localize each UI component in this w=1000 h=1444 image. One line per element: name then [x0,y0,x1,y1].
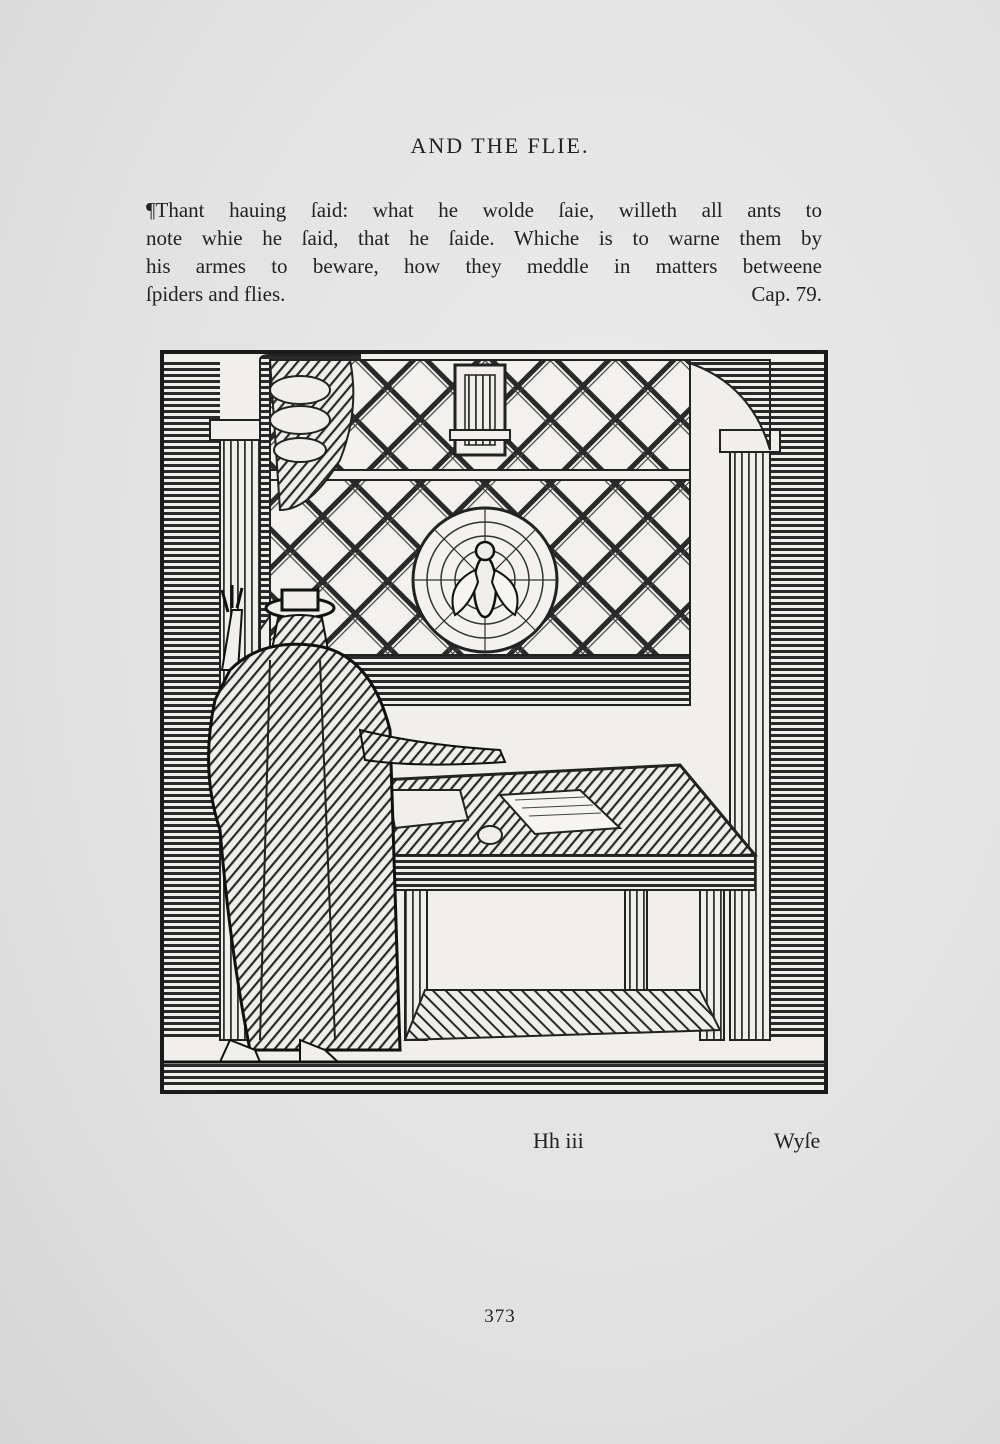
page-number: 373 [484,1306,516,1327]
paragraph-line: his armes to beware, how they meddle in matters betweene [146,254,822,278]
text-paragraph [146,196,822,308]
paragraph-last-line [146,280,822,308]
paragraph-line: ſpiders and flies. [146,282,286,306]
catchword: Wyſe [774,1128,821,1153]
paragraph-line: ¶Thant hauing ſaid: what he wolde ſaie, willeth all ants to [146,198,822,222]
woodcut-illustration [160,350,828,1094]
paragraph-line: note whie he ſaid, that he ſaide. Whiche is to warne them by [146,226,822,250]
running-head: AND THE FLIE. [410,133,590,158]
signature-mark: Hh iii [533,1128,584,1153]
chapter-reference: Cap. 79. [751,282,822,306]
